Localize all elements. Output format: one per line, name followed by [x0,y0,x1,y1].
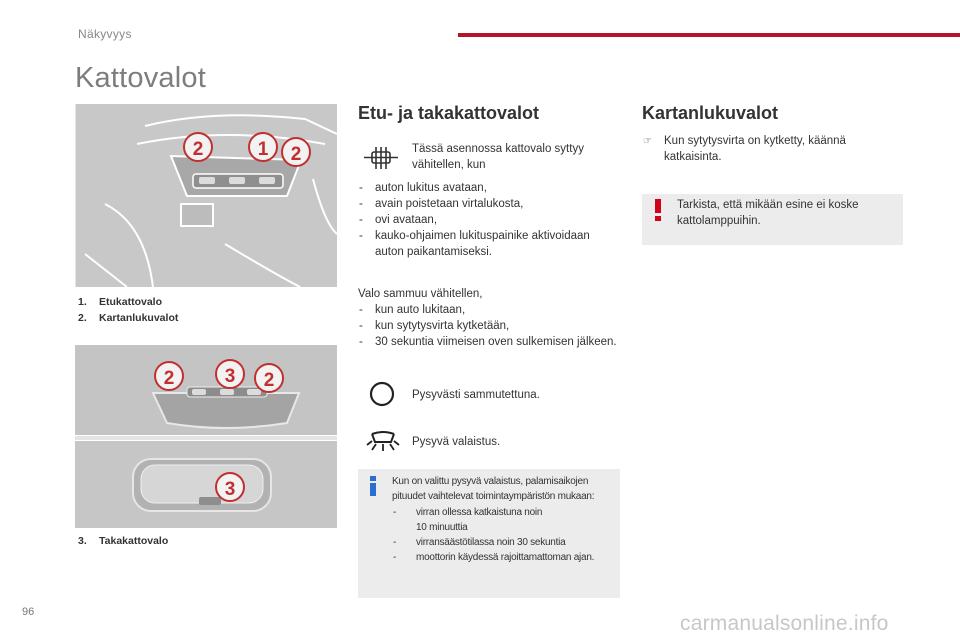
legend-rear [78,533,168,549]
door-mode-lamp-icon [363,145,399,171]
map-lights-illustration [75,345,337,435]
callout-number: 2 [192,139,204,160]
rear-light-illustration [75,441,337,528]
list-item: - auton lukitus avataan, [358,180,620,196]
info-intro: Kun on valittu pysyvä valaistus, palamisaikojen pituudet vaihtelevat toimintaympäristön mukaan: [392,476,595,502]
legend-number: 3. [78,535,87,547]
photo-rear-ceiling-light [75,441,337,528]
photo-map-reading-lights [75,345,337,435]
light-off-icon [368,380,396,408]
warning-text: Tarkista, että mikään esine ei koske kattolamppuihin. [677,199,859,227]
callout-number: 2 [163,368,175,389]
header-accent-rule [458,33,960,37]
callout-number: 2 [290,144,302,165]
door-mode-description: Tässä asennossa kattovalo syttyy vähitellen, kun [412,143,584,171]
step-pointer-icon: ☞ [643,136,652,147]
info-note-content [392,474,616,565]
legend-number: 2. [78,312,87,324]
list-item: - ovi avataan, [358,212,620,228]
list-item: - virransäästötilassa noin 30 sekuntia [392,535,616,550]
legend-item [78,294,178,310]
legend-label: Kartanlukuvalot [99,312,179,324]
legend-label: Etukattovalo [99,296,163,308]
photo-front-ceiling-lights [75,104,337,287]
legend-number: 1. [78,296,87,308]
front-rear-lights-heading: Etu- ja takakattovalot [358,103,540,123]
map-lights-heading: Kartanlukuvalot [642,103,779,123]
list-item: - avain poistetaan virtalukosta, [358,196,620,212]
front-ceiling-illustration [75,104,337,287]
info-duration-list [392,505,616,565]
section-label: Näkyvyys [78,27,132,41]
list-item: - moottorin käydessä rajoittamattoman ajan. [392,550,616,565]
watermark-text: carmanualsonline.info [680,612,889,635]
callout-number: 3 [224,479,236,500]
callout-number: 3 [224,366,236,387]
page-number: 96 [22,606,35,618]
light-off-intro: Valo sammuu vähitellen, [358,288,483,300]
list-item: - kun sytytysvirta kytketään, [358,318,620,334]
list-item: - 30 sekuntia viimeisen oven sulkemisen jälkeen. [358,334,620,350]
light-off-conditions-list [358,302,620,350]
list-item: - virran ollessa katkaistuna noin 10 minuuttia [392,505,616,535]
warning-icon [655,199,661,221]
map-lights-instruction: Kun sytytysvirta on kytketty, käännä katkaisinta. [664,135,846,163]
page-title: Kattovalot [75,62,206,94]
light-on-conditions-list [358,180,620,260]
on-mode-description: Pysyvä valaistus. [412,436,501,448]
list-item: - kauko-ohjaimen lukituspainike aktivoidaan auton paikantamiseksi. [358,228,620,260]
legend-item [78,310,178,326]
legend-front [78,294,178,326]
callout-number: 1 [257,139,269,160]
info-icon [370,476,376,496]
legend-item [78,533,168,549]
light-on-icon [366,430,400,452]
callout-number: 2 [263,370,275,391]
off-mode-description: Pysyvästi sammutettuna. [412,389,540,401]
list-item: - kun auto lukitaan, [358,302,620,318]
legend-label: Takakattovalo [99,535,169,547]
